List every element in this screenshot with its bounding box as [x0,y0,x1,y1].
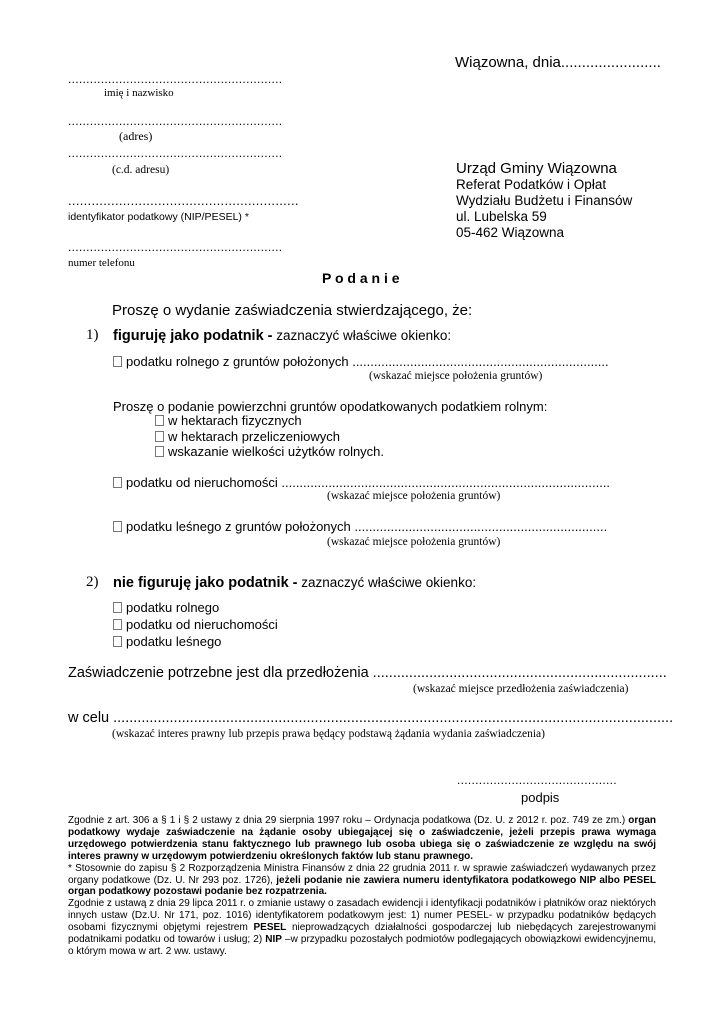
section2-heading-rest: zaznaczyć właściwe okienko: [297,575,477,590]
checkbox-icon[interactable] [113,521,122,532]
recipient-division: Wydziału Budżetu i Finansów [456,193,633,208]
checkbox-icon[interactable] [155,415,164,426]
legal-note-identifier-text2: nieprowadzących działalności gospodarczej lub niebędących zarejestrowanymi podatnikami podatku od towarów i usług; 2) [68,922,656,946]
legal-note-ordinance-text: Zgodnie z art. 306 a § 1 i § 2 ustawy z dnia 29 sierpnia 1997 roku – Ordynacja podatkowa (Dz. U. z 2012 r. poz. 749 ze zm.) [68,815,629,826]
section2-heading-bold: nie figuruję jako podatnik - [113,575,298,591]
recipient-street: ul. Lubelska 59 [456,209,547,224]
checkbox-icon[interactable] [113,477,122,488]
legal-note-ordinance-bold: organ podatkowy wydaje zaświadczenie na żądanie osoby ubiegającej się o zaświadczenie, jeżeli przepis prawa wymaga urzędowego potwierdzenia stanu faktycznego lub prawnego lub osoba ubiega się o zaświadczenie ze względu na swój interes prawny w urzędowym potwierdzeniu określonych faktów lub stanu prawnego. [68,815,656,862]
aim-line: w celu ........................................................................................................................................... [68,710,674,726]
legal-note-regulation [68,863,656,899]
option-agricultural-tax-label: podatku rolnego z gruntów położonych ....................................................................... [126,354,609,369]
area-option-converted[interactable] [155,429,340,444]
area-option-physical[interactable] [155,413,302,428]
section2-number: 2) [86,574,99,590]
option-not-agricultural[interactable] [113,600,219,615]
section1-heading-bold: figuruję jako podatnik - [113,328,273,344]
option-property-tax-label: podatku od nieruchomości ........................................................................................... [126,475,611,490]
legal-note-identifier-text: Zgodnie z ustawą z dnia 29 lipca 2011 r. o zmianie ustawy o zasadach ewidencji i identyfikacji podatników i płatników oraz niektórych innych ustaw (Dz.U. Nr 171, poz. 1016) identyfikatorem podatkowym jest: 1) numer PESEL- w przypadku podatników będących osobami fizycznymi objętymi rejestrem [68,898,656,934]
area-option-land-use-label: wskazanie wielkości użytków rolnych. [168,444,385,459]
legal-note-ordinance [68,815,656,863]
option-forest-tax-label: podatku leśnego z gruntów położonych ...................................................................... [126,519,608,534]
address-dotted-line: ........................................................... [68,114,283,128]
option-not-property-label: podatku od nieruchomości [126,617,278,632]
option-forest-tax[interactable] [113,519,607,534]
phone-dotted-line: ........................................................... [68,240,283,254]
hint-forest-location: (wskazać miejsce położenia gruntów) [327,536,501,548]
name-dotted-line: ........................................................... [68,72,283,86]
signature-label: podpis [521,790,560,805]
hint-agricultural-location: (wskazać miejsce położenia gruntów) [369,370,543,382]
purpose-line: Zaświadczenie potrzebne jest dla przedłożenia ......................................................................... [68,665,667,681]
area-option-converted-label: w hektarach przeliczeniowych [168,429,340,444]
option-not-agricultural-label: podatku rolnego [126,600,220,615]
legal-note-pesel: PESEL [253,922,287,934]
aim-hint: (wskazać interes prawny lub przepis prawa będący podstawą żądania wydania zaświadczenia) [112,728,545,740]
legal-note-identifier-text3: –w przypadku pozostałych podmiotów podlegających obowiązkowi ewidencyjnemu, o którym mowa w art. 2 ww. ustawy. [68,934,656,957]
legal-note-nip: NIP [265,934,282,946]
address2-label: (c.d. adresu) [112,164,170,176]
legal-note-identifier [68,898,656,958]
legal-note-regulation-bold: jeżeli podanie nie zawiera numeru identyfikatora podatkowego NIP albo PESEL organ podatkowy pozostawi podanie bez rozpatrzenia. [68,874,656,898]
checkbox-icon[interactable] [113,619,122,630]
checkbox-icon[interactable] [155,431,164,442]
address-label: (adres) [119,129,153,143]
document-title: P o d a n i e [322,270,400,286]
legal-note-regulation-text: * Stosownie do zapisu § 2 Rozporządzenia Ministra Finansów z dnia 22 grudnia 2011 r. w sprawie zaświadczeń wydawanych przez organy podatkowe (Dz. U. Nr 293 poz. 1726), [68,862,656,886]
signature-dotted-line: ............................................ [457,773,617,787]
option-not-forest-label: podatku leśnego [126,634,222,649]
checkbox-icon[interactable] [155,446,164,457]
section1-heading [113,328,451,344]
option-agricultural-tax[interactable] [113,354,609,369]
section1-heading-rest: zaznaczyć właściwe okienko: [272,328,452,343]
option-not-property[interactable] [113,617,278,632]
address2-dotted-line: ........................................................... [68,146,283,160]
checkbox-icon[interactable] [113,636,122,647]
recipient-department: Referat Podatków i Opłat [456,177,607,192]
option-property-tax[interactable] [113,475,610,490]
recipient-office: Urząd Gminy Wiązowna [456,160,617,177]
taxid-label: identyfikator podatkowy (NIP/PESEL) * [68,211,249,223]
section1-number: 1) [86,327,99,343]
place-date-line: Wiązowna, dnia........................ [455,54,661,71]
intro-sentence: Proszę o wydanie zaświadczenia stwierdzającego, że: [112,302,473,319]
taxid-dotted-line: ........................................................... [68,193,299,208]
checkbox-icon[interactable] [113,356,122,367]
option-not-forest[interactable] [113,634,221,649]
legal-notes [68,815,656,958]
phone-label: numer telefonu [68,257,135,269]
section2-heading [113,575,476,591]
checkbox-icon[interactable] [113,602,122,613]
hint-property-location: (wskazać miejsce położenia gruntów) [327,490,501,502]
area-option-land-use[interactable] [155,444,384,459]
recipient-postal-city: 05-462 Wiązowna [456,225,565,240]
purpose-hint: (wskazać miejsce przedłożenia zaświadczenia) [413,683,629,695]
area-request-text: Proszę o podanie powierzchni gruntów opodatkowanych podatkiem rolnym: [113,399,548,414]
area-option-physical-label: w hektarach fizycznych [168,413,302,428]
name-label: imię i nazwisko [104,87,174,99]
